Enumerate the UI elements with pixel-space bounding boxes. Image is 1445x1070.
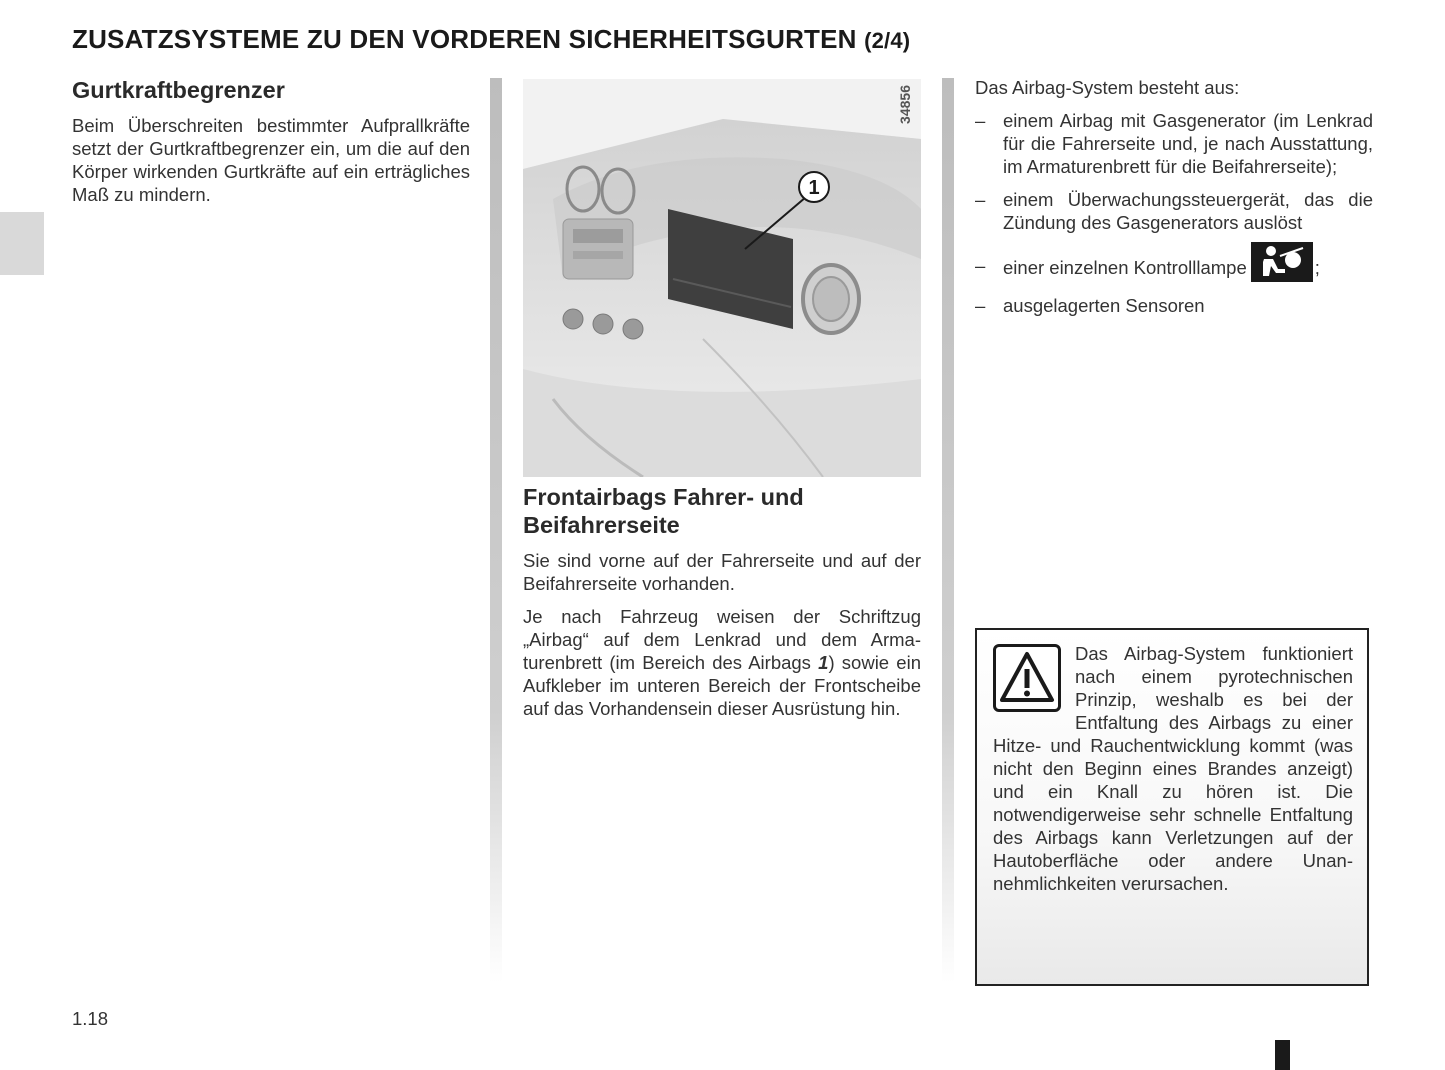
front-airbags-paragraph-2 xyxy=(523,605,921,720)
page-title-part: (2/4) xyxy=(864,28,911,53)
list-item: – ausgelagerten Sensoren xyxy=(975,295,1205,316)
right-column xyxy=(975,76,1373,327)
dashboard-illustration xyxy=(523,79,921,477)
page-edge-marker xyxy=(1275,1040,1290,1070)
warning-text: Das Airbag-System funktioniert nach einem pyrotechnischen Prinzip, weshalb es bei der Entfaltung des Airbags zu einer Hitze- und Rauchentwicklung kommt (was nicht den Beginn eines Brandes anzeigt) und ein Knall zu hören ist. Die notwendigerweise sehr schnelle Entfaltung des Airbags kann Verletzungen auf der Hautoberfläche oder andere Unannehmlichkeiten verursachen. xyxy=(993,643,1353,894)
left-column xyxy=(72,76,470,216)
figure-callout-1: 1 xyxy=(808,177,820,199)
column-divider-right xyxy=(942,78,954,983)
airbag-system-intro: Das Airbag-System besteht aus: xyxy=(975,77,1240,98)
paragraph-2-start: Je nach Fahrzeug weisen der Schriftzug „Airbag“ auf dem Lenkrad und dem Armaturenbrett (im Bereich des Airbags xyxy=(523,606,921,673)
page-title-text: ZUSATZSYSTEME ZU DEN VORDEREN SICHERHEITSGURTEN xyxy=(72,24,857,54)
airbag-reference-1: 1 xyxy=(818,652,829,673)
warning-box xyxy=(975,628,1369,986)
belt-force-limiter-text: Beim Überschreiten bestimmter Aufprallkräfte setzt der Gurtkraftbegrenzer ein, um die auf den Körper wirkenden Gurtkräfte auf ein erträgliches Maß zu mindern. xyxy=(72,115,470,205)
belt-force-limiter-heading: Gurtkraftbegrenzer xyxy=(72,77,285,103)
front-airbags-heading: Frontairbags Fahrer- und Beifahrerseite xyxy=(523,484,804,538)
warning-triangle-icon xyxy=(993,644,1061,712)
page-number: 1.18 xyxy=(72,1008,109,1029)
airbag-components-list xyxy=(975,109,1373,317)
page-title xyxy=(72,24,910,55)
dashboard-drawing xyxy=(523,79,921,477)
front-airbags-paragraph-1: Sie sind vorne auf der Fahrerseite und auf der Beifahrerseite vorhanden. xyxy=(523,550,921,594)
list-item: – einem Airbag mit Gasgenerator (im Lenkrad für die Fahrerseite und, je nach Ausstattung, im Armaturenbrett für die Beifahrerseite); xyxy=(975,110,1373,177)
section-tab xyxy=(0,212,44,275)
airbag-warning-lamp-icon xyxy=(1251,242,1313,282)
list-item: – einer einzelnen Kontrolllampe ; xyxy=(975,254,1373,284)
column-divider-left xyxy=(490,78,502,983)
paragraph-2-end: ) sowie ein Aufkleber im unteren Bereich der Frontscheibe auf das Vorhandensein dieser Ausrüstung hin. xyxy=(523,652,921,719)
figure-reference-number: 34856 xyxy=(897,85,913,124)
list-item: – einem Überwachungssteuergerät, das die Zündung des Gasgenerators auslöst xyxy=(975,189,1373,233)
middle-column xyxy=(523,79,921,730)
